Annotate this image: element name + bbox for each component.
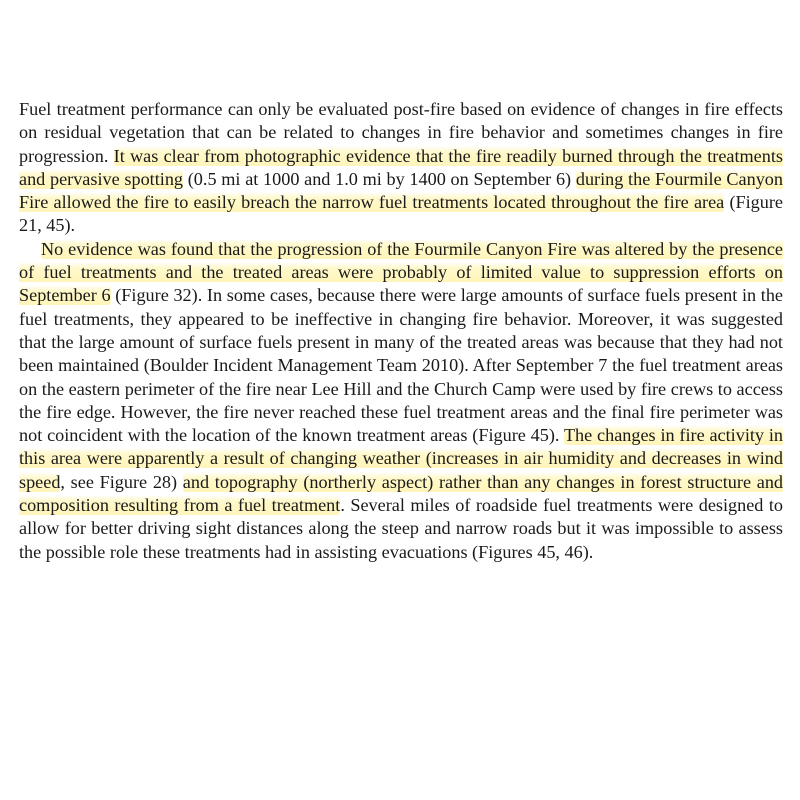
text-segment: , see Figure 28) [60, 471, 183, 492]
text-segment: (0.5 mi at 1000 and 1.0 mi by 1400 on September 6) [183, 168, 576, 189]
highlighted-text: It was clear from photographic evidence that the fire readily burned through the treatments and pervasive spotting [19, 145, 783, 189]
highlighted-text: The changes in fire activity in this area were apparently a result of changing weather (increases in air humidity and decreases in wind speed [19, 425, 783, 492]
text-segment: (Figure 21, 45). [19, 192, 783, 236]
document-body [19, 98, 783, 564]
text-segment: Fuel treatment performance can only be evaluated post-fire based on evidence of changes in fire effects on residual vegetation that can be related to changes in fire behavior and sometimes changes in fire progression. [19, 99, 783, 166]
text-segment: . Several miles of roadside fuel treatments were designed to allow for better driving sight distances along the steep and narrow roads but it was impossible to assess the possible role these treatments had in assisting evacuations (Figures 45, 46). [19, 495, 783, 562]
paragraph-1 [19, 98, 783, 238]
highlighted-text: No evidence was found that the progression of the Fourmile Canyon Fire was altered by the presence of fuel treatments and the treated areas were probably of limited value to suppression efforts on September 6 [19, 238, 783, 306]
highlighted-text: and topography (northerly aspect) rather than any changes in forest structure and composition resulting from a fuel treatment [19, 471, 784, 516]
highlighted-text: during the Fourmile Canyon Fire allowed the fire to easily breach the narrow fuel treatments located throughout the fire area [19, 168, 783, 213]
paragraph-2 [19, 238, 783, 564]
text-segment: (Figure 32). In some cases, because there were large amounts of surface fuels present in the fuel treatments, they appeared to be ineffective in changing fire behavior. Moreover, it was suggested that the large amount of surface fuels present in many of the treated areas was because that they had not been maintained (Boulder Incident Management Team 2010). After September 7 the fuel treatment areas on the eastern perimeter of the fire near Lee Hill and the Church Camp were used by fire crews to access the fire edge. However, the fire never reached these fuel treatment areas and the final fire perimeter was not coincident with the location of the known treatment areas (Figure 45). [19, 285, 784, 446]
